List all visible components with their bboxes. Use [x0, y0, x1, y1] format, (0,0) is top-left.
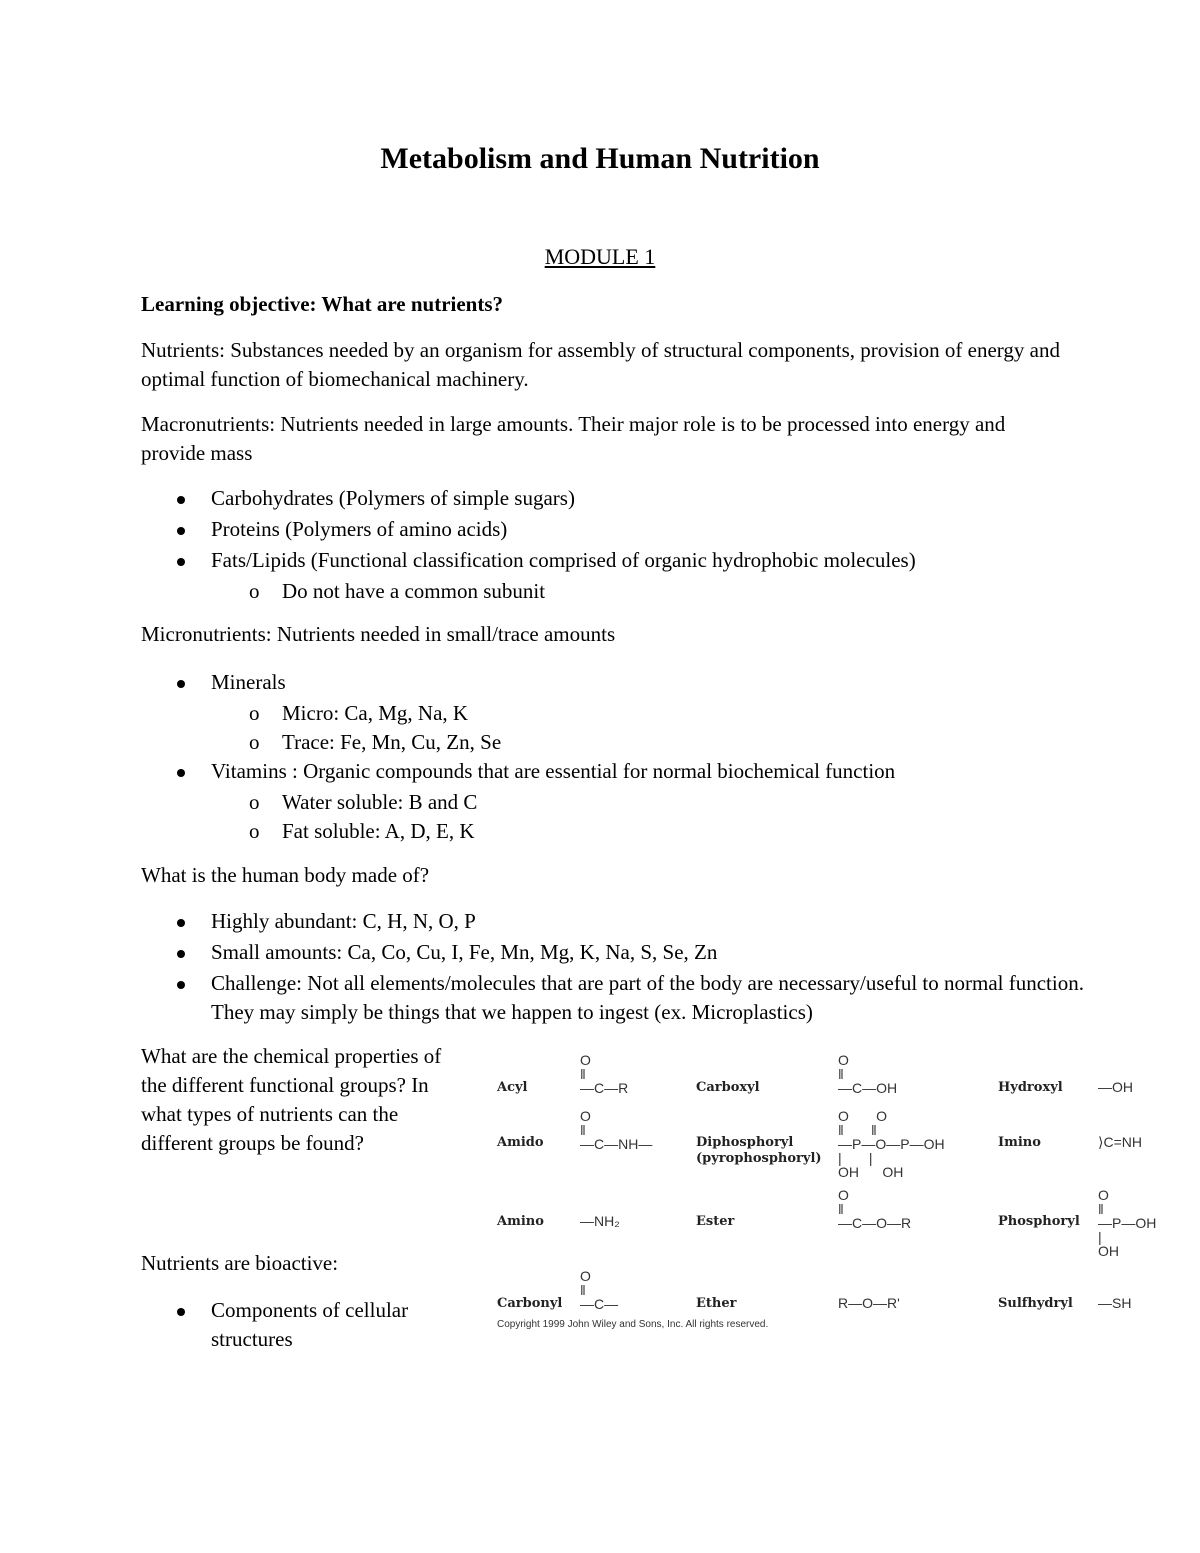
fg-struct-hydroxyl: —OH: [1098, 1079, 1133, 1095]
fg-name-amino: Amino: [497, 1214, 544, 1229]
fg-name-imino: Imino: [998, 1135, 1041, 1150]
fg-struct-diphosphoryl: O O ‖ ‖ —P—O—P—OH | | OH OH: [838, 1108, 945, 1180]
nutrients-definition: Nutrients: Substances needed by an organism for assembly of structural components, provision of energy and optimal function of biomechanical machinery.: [141, 338, 1060, 391]
body-elements-list: [141, 907, 1084, 1027]
macronutrient-list: [141, 484, 1061, 606]
fg-name-hydroxyl: Hydroxyl: [998, 1080, 1063, 1095]
fg-name-ether: Ether: [696, 1296, 737, 1311]
fg-name-diphosphoryl: Diphosphoryl: [696, 1135, 794, 1150]
sub-list-item: o Do not have a common subunit: [141, 577, 1061, 606]
fg-name-carbonyl: Carbonyl: [497, 1296, 563, 1311]
learning-objective: Learning objective: What are nutrients?: [141, 292, 504, 316]
sub-list-item: o Micro: Ca, Mg, Na, K: [141, 699, 1061, 728]
body-question: What is the human body made of?: [141, 863, 430, 887]
bioactive-heading: Nutrients are bioactive:: [141, 1251, 339, 1275]
chemical-properties-question: What are the chemical properties of the different functional groups? In what types of nutrients can the different groups be found?: [141, 1044, 442, 1155]
fg-name-sulfhydryl: Sulfhydryl: [998, 1296, 1073, 1311]
list-item: Small amounts: Ca, Co, Cu, I, Fe, Mn, Mg, K, Na, S, Se, Zn: [141, 938, 1061, 969]
micronutrients-definition: Micronutrients: Nutrients needed in small/trace amounts: [141, 622, 616, 646]
functional-groups-figure: [490, 1045, 1190, 1345]
fg-name-amido: Amido: [497, 1135, 544, 1150]
sub-list-item: o Water soluble: B and C: [141, 788, 1061, 817]
fg-struct-phosphoryl: O ‖ —P—OH | OH: [1098, 1187, 1157, 1259]
list-item: Fats/Lipids (Functional classification comprised of organic hydrophobic molecules): [141, 546, 1061, 577]
fg-struct-imino: ⟩C=NH: [1098, 1134, 1142, 1150]
page-title: Metabolism and Human Nutrition: [380, 142, 820, 175]
bioactive-list: [141, 1296, 471, 1354]
module-heading: MODULE 1: [544, 244, 656, 269]
fg-struct-ether: R—O—R': [838, 1295, 900, 1311]
fg-name-pyrophosphoryl: (pyrophosphoryl): [696, 1151, 822, 1166]
fg-name-acyl: Acyl: [497, 1080, 528, 1095]
list-item: Minerals: [141, 668, 1061, 699]
list-item: Challenge: Not all elements/molecules that are part of the body are necessary/useful to normal function. They may simply be things that we happen to ingest (ex. Microplastics): [141, 969, 1091, 1027]
fg-struct-ester: O ‖ —C—O—R: [838, 1187, 912, 1231]
macronutrients-definition: Macronutrients: Nutrients needed in large amounts. Their major role is to be processed into energy and provide mass: [141, 412, 1006, 465]
list-item: Vitamins : Organic compounds that are essential for normal biochemical function: [141, 757, 1061, 788]
fg-struct-sulfhydryl: —SH: [1098, 1295, 1132, 1311]
list-item: Proteins (Polymers of amino acids): [141, 515, 1061, 546]
fg-struct-carboxyl: O ‖ —C—OH: [838, 1052, 898, 1096]
list-item: Components of cellular structures: [141, 1296, 471, 1354]
sub-list-item: o Trace: Fe, Mn, Cu, Zn, Se: [141, 728, 1061, 757]
list-item: Highly abundant: C, H, N, O, P: [141, 907, 1061, 938]
fg-name-carboxyl: Carboxyl: [696, 1080, 760, 1095]
fg-struct-acyl: O ‖ —C—R: [580, 1052, 629, 1096]
fg-name-ester: Ester: [696, 1214, 735, 1229]
fg-name-phosphoryl: Phosphoryl: [998, 1214, 1080, 1229]
sub-list-item: o Fat soluble: A, D, E, K: [141, 817, 1061, 846]
list-item: Carbohydrates (Polymers of simple sugars): [141, 484, 1061, 515]
fg-struct-amino: —NH₂: [580, 1213, 620, 1229]
copyright-note: Copyright 1999 John Wiley and Sons, Inc. All rights reserved.: [497, 1319, 769, 1330]
fg-struct-amido: O ‖ —C—NH—: [580, 1108, 653, 1152]
micronutrient-list: [141, 668, 1061, 846]
fg-struct-carbonyl: O ‖ —C—: [580, 1268, 619, 1312]
